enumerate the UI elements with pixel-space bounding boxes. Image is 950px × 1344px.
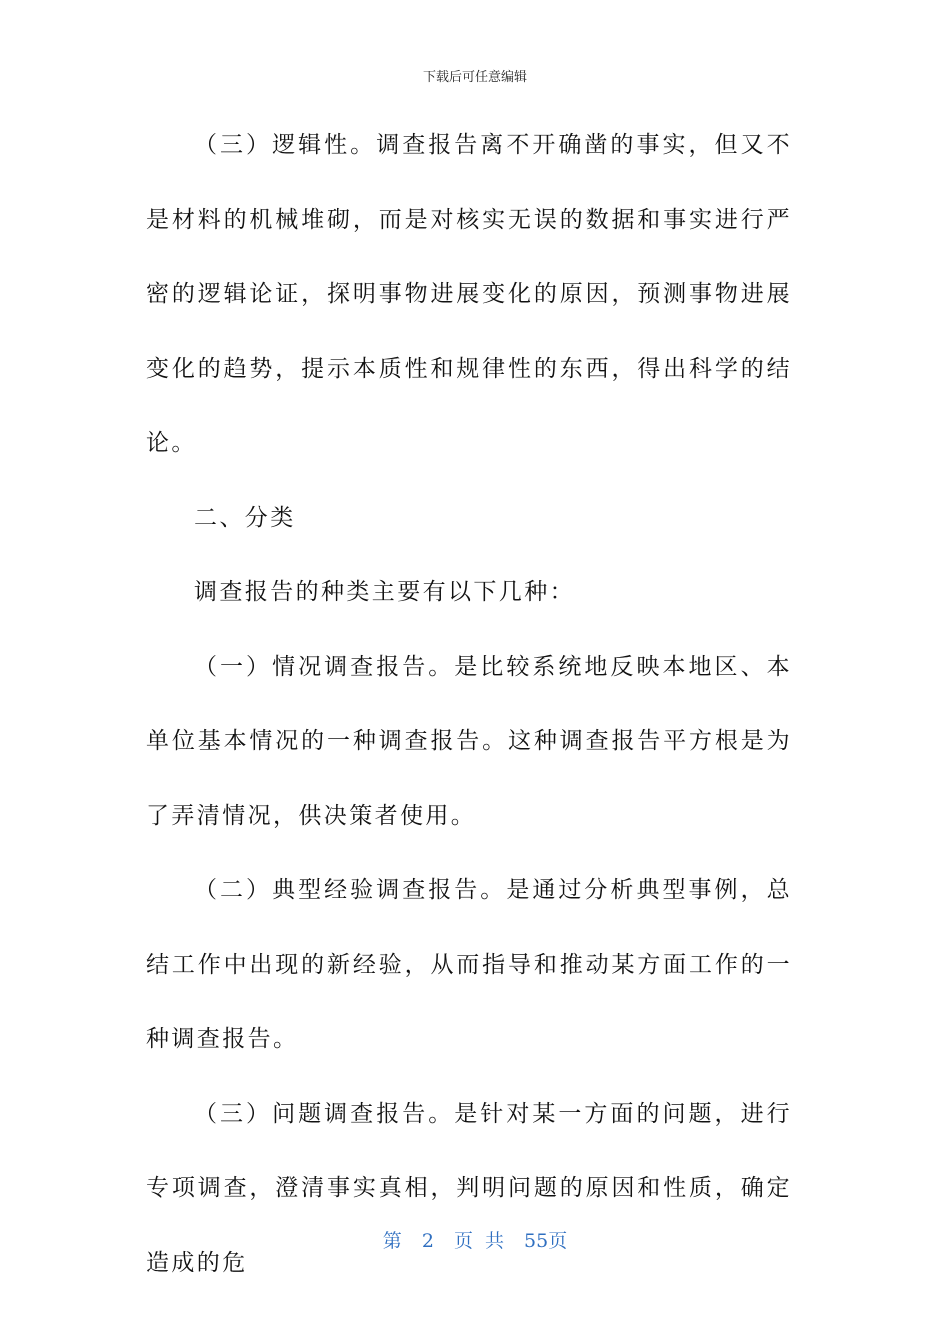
section-heading-classification: 二、分类 xyxy=(194,504,296,531)
paragraph-logic: （三）逻辑性。调查报告离不开确凿的事实，但又不是材料的机械堆砌，而是对核实无误的数据和事实进行严密的逻辑论证，探明事物进展变化的原因，预测事物进展变化的趋势，提示本质性和规律性的东西，得出科学的结论。 xyxy=(146,132,792,456)
footer-total-pages: 55页 xyxy=(524,1230,568,1252)
body-text xyxy=(146,108,792,1300)
paragraph-experience-report: （二）典型经验调查报告。是通过分析典型事例，总结工作中出现的新经验，从而指导和推动某方面工作的一种调查报告。 xyxy=(146,877,792,1052)
page-footer xyxy=(0,1226,950,1253)
paragraph-situation-report: （一）情况调查报告。是比较系统地反映本地区、本单位基本情况的一种调查报告。这种调查报告平方根是为了弄清情况，供决策者使用。 xyxy=(146,653,792,829)
footer-current-page: 2 xyxy=(421,1230,434,1252)
paragraph-problem-report: （三）问题调查报告。是针对某一方面的问题，进行专项调查，澄清事实真相，判明问题的原因和性质，确定造成的危 xyxy=(146,1100,792,1276)
paragraph-types-intro: 调查报告的种类主要有以下几种： xyxy=(194,579,575,605)
footer-middle: 页 共 xyxy=(453,1230,504,1252)
footer-prefix: 第 xyxy=(382,1230,402,1252)
header-note: 下载后可任意编辑 xyxy=(422,70,527,85)
